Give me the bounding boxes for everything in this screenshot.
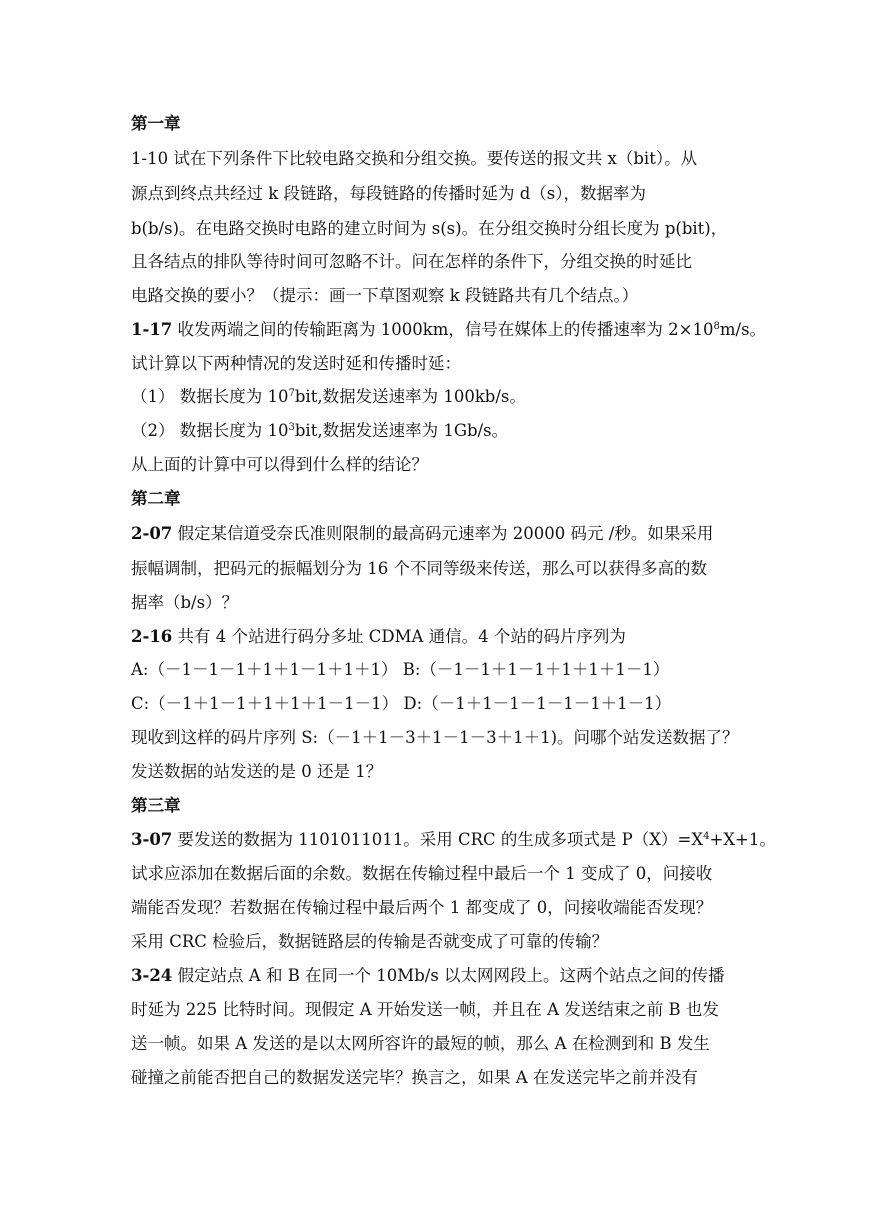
q3-07-number: 3-07 (131, 830, 173, 849)
q3-24-line-1-text: 假定站点 A 和 B 在同一个 10Mb/s 以太网网段上。这两个站点之间的传播 (172, 966, 725, 985)
q2-07-line-1-text: 假定某信道受奈氏准则限制的最高码元速率为 20000 码元 /秒。如果采用 (172, 524, 714, 543)
q3-07-line-4: 采用 CRC 检验后，数据链路层的传输是否就变成了可靠的传输？ (131, 932, 609, 951)
q1-17-conclusion: 从上面的计算中可以得到什么样的结论？ (131, 455, 428, 474)
q3-24-line-1 (131, 966, 725, 986)
q3-24-line-3: 送一帧。如果 A 发送的是以太网所容许的最短的帧，那么 A 在检测到和 B 发生 (131, 1034, 710, 1053)
q2-16-line-4: 现收到这样的码片序列 S:（－1＋1－3＋1－1－3＋1＋1)。问哪个站发送数据了？ (131, 728, 739, 747)
q2-16-line-1 (131, 627, 626, 647)
q1-17-line-2: 试计算以下两种情况的发送时延和传播时延： (131, 354, 461, 373)
q1-17-item-2-exponent: 3 (288, 422, 295, 433)
q1-17-line-1-text: 收发两端之间的传输距离为 1000km，信号在媒体上的传播速率为 2×10 (172, 320, 714, 339)
q2-16-line-3: C:（－1＋1－1＋1＋1＋1－1－1） D:（－1＋1－1－1－1－1＋1－1） (131, 694, 672, 713)
q1-17-line-1-end: m/s。 (719, 320, 767, 339)
q1-17-line-1 (131, 320, 766, 340)
chapter-2-heading: 第二章 (131, 489, 181, 508)
q1-17-item-2 (131, 421, 508, 441)
q3-07-exponent: 4 (703, 831, 710, 842)
q1-17-item-1-end: bit,数据发送速率为 100kb/s。 (294, 387, 526, 406)
q1-17-item-2-pre: （2） 数据长度为 10 (131, 421, 289, 440)
q3-07-line-1-end: +X+1。 (709, 830, 776, 849)
q1-17-item-1 (131, 387, 526, 407)
chapter-3-heading: 第三章 (131, 796, 181, 815)
q3-07-line-3: 端能否发现？若数据在传输过程中最后两个 1 都变成了 0，问接收端能否发现？ (131, 898, 713, 917)
q3-24-line-2: 时延为 225 比特时间。现假定 A 开始发送一帧，并且在 A 发送结束之前 B 也发 (131, 1000, 719, 1019)
q1-17-number: 1-17 (131, 320, 173, 339)
q2-07-line-1 (131, 524, 713, 544)
q2-16-line-2: A:（－1－1－1＋1＋1－1＋1＋1） B:（－1－1＋1－1＋1＋1＋1－1） (131, 660, 670, 679)
q2-16-line-5: 发送数据的站发送的是 0 还是 1？ (131, 762, 383, 781)
q1-10-line-4: 且各结点的排队等待时间可忽略不计。问在怎样的条件下，分组交换的时延比 (131, 252, 692, 271)
q1-17-item-1-pre: （1） 数据长度为 10 (131, 387, 289, 406)
q1-17-item-1-exponent: 7 (288, 388, 295, 399)
q1-17-item-2-end: bit,数据发送速率为 1Gb/s。 (294, 421, 509, 440)
q2-07-line-3: 据率（b/s）？ (131, 593, 239, 612)
q2-07-number: 2-07 (131, 524, 173, 543)
chapter-1-heading: 第一章 (131, 114, 181, 133)
q1-10-line-1: 1-10 试在下列条件下比较电路交换和分组交换。要传送的报文共 x（bit）。从 (131, 149, 698, 168)
q3-07-line-2: 试求应添加在数据后面的余数。数据在传输过程中最后一个 1 变成了 0，问接收 (131, 864, 713, 883)
q3-24-line-4: 碰撞之前能否把自己的数据发送完毕？换言之，如果 A 在发送完毕之前并没有 (131, 1068, 698, 1087)
q1-10-line-2: 源点到终点共经过 k 段链路，每段链路的传播时延为 d（s），数据率为 (131, 184, 647, 203)
q3-07-line-1-text: 要发送的数据为 1101011011。采用 CRC 的生成多项式是 P（X）=X (172, 830, 704, 849)
q2-16-line-1-text: 共有 4 个站进行码分多址 CDMA 通信。4 个站的码片序列为 (172, 627, 626, 646)
q2-07-line-2: 振幅调制，把码元的振幅划分为 16 个不同等级来传送，那么可以获得多高的数 (131, 559, 707, 578)
q3-07-line-1 (131, 830, 776, 850)
q2-16-number: 2-16 (131, 627, 173, 646)
q1-10-line-3: b(b/s)。在电路交换时电路的建立时间为 s(s)。在分组交换时分组长度为 p(bit)， (131, 219, 728, 238)
q1-10-line-5: 电路交换的要小？（提示：画一下草图观察 k 段链路共有几个结点。） (131, 286, 639, 305)
q1-17-exponent: 8 (713, 321, 720, 332)
q3-24-number: 3-24 (131, 966, 173, 985)
